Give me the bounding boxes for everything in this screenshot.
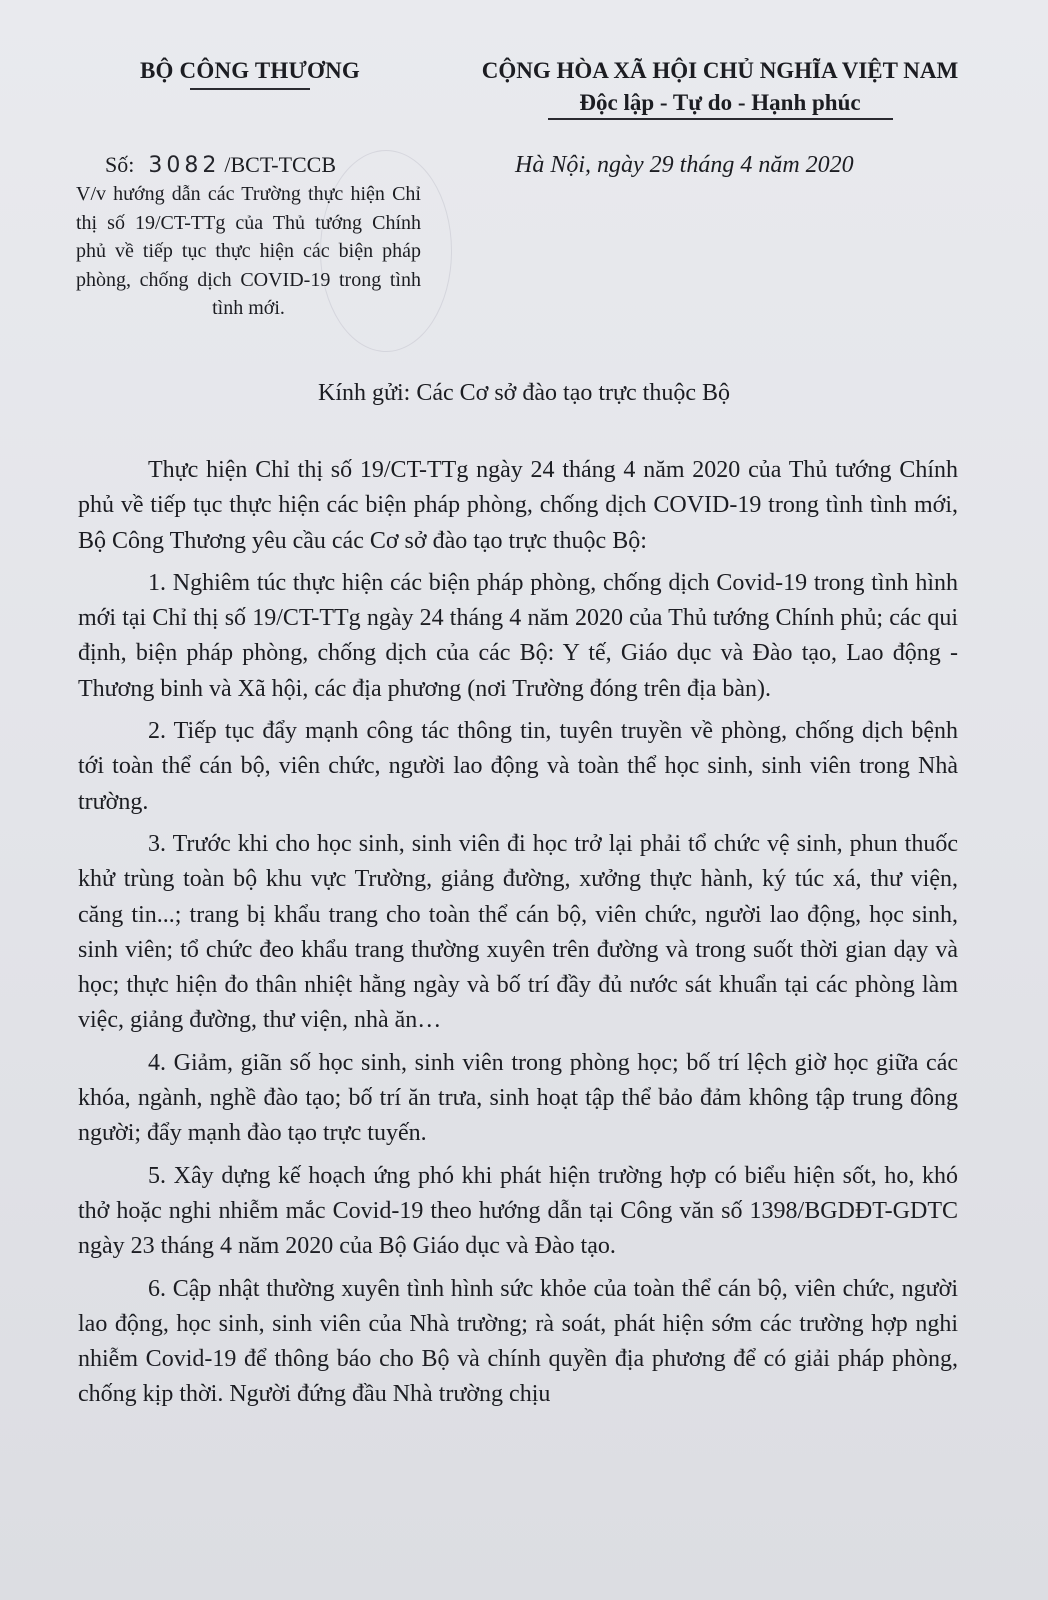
body-paragraph: 3. Trước khi cho học sinh, sinh viên đi học trở lại phải tổ chức vệ sinh, phun thuốc khử trùng toàn bộ khu vực Trường, giảng đường, xưởng thực hành, ký túc xá, thư viện, căng tin...; trang bị khẩu trang cho toàn thể cán bộ, viên chức, người lao động, học sinh, sinh viên; tổ chức đeo khẩu trang thường xuyên trên đường và trong suốt thời gian dạy và học; thực hiện đo thân nhiệt hằng ngày và bố trí đầy đủ nước sát khuẩn tại các phòng làm việc, giảng đường, thư viện, nhà ăn…: [78, 830, 958, 1034]
document-subject: V/v hướng dẫn các Trường thực hiện Chỉ thị số 19/CT-TTg của Thủ tướng Chính phủ về tiếp tục thực hiện các biện pháp phòng, chống dịch COVID-19 trong tình tình mới.: [76, 183, 421, 319]
issuing-agency: [110, 58, 390, 90]
body-paragraph: 6. Cập nhật thường xuyên tình hình sức khỏe của toàn thể cán bộ, viên chức, người lao động, học sinh, sinh viên của Nhà trường; rà soát, phát hiện sớm các trường hợp nghi nhiễm Covid-19 để thông báo cho Bộ và chính quyền địa phương để có giải pháp phòng, chống kịp thời. Người đứng đầu Nhà trường chịu: [78, 1275, 958, 1408]
document-header: [0, 58, 1048, 328]
body-paragraph: Thực hiện Chỉ thị số 19/CT-TTg ngày 24 tháng 4 năm 2020 của Thủ tướng Chính phủ về tiếp tục thực hiện các biện pháp phòng, chống dịch COVID-19 trong tình tình mới, Bộ Công Thương yêu cầu các Cơ sở đào tạo trực thuộc Bộ:: [78, 457, 958, 554]
doc-number-handwritten: 3082: [148, 153, 221, 178]
document-date: Hà Nội, ngày 29 tháng 4 năm 2020: [515, 152, 854, 178]
national-motto: [420, 58, 1020, 120]
document-number: [105, 152, 336, 178]
agency-underline: [190, 88, 310, 90]
body-paragraph: 1. Nghiêm túc thực hiện các biện pháp phòng, chống dịch Covid-19 trong tình hình mới tại Chỉ thị số 19/CT-TTg ngày 24 tháng 4 năm 2020 của Thủ tướng Chính phủ; các qui định, biện pháp phòng, chống dịch của các Bộ: Y tế, Giáo dục và Đào tạo, Lao động - Thương binh và Xã hội, các địa phương (nơi Trường đóng trên địa bàn).: [78, 569, 958, 702]
motto-underline: [548, 118, 893, 120]
doc-number-prefix: Số:: [105, 152, 135, 177]
body-paragraph: 4. Giảm, giãn số học sinh, sinh viên trong phòng học; bố trí lệch giờ học giữa các khóa, ngành, nghề đào tạo; bố trí ăn trưa, sinh hoạt tập thể bảo đảm không tập trung đông người; đẩy mạnh đào tạo trực tuyến.: [78, 1049, 958, 1147]
recipient-line: Kính gửi: Các Cơ sở đào tạo trực thuộc Bộ: [317, 380, 730, 406]
body-paragraph: 2. Tiếp tục đẩy mạnh công tác thông tin, tuyên truyền về phòng, chống dịch bệnh tới toàn thể cán bộ, viên chức, người lao động và toàn thể học sinh, sinh viên trong Nhà trường.: [78, 718, 958, 815]
document-body: [78, 453, 958, 1420]
nation-title: CỘNG HÒA XÃ HỘI CHỦ NGHĨA VIỆT NAM: [481, 58, 959, 83]
body-paragraph: 5. Xây dựng kế hoạch ứng phó khi phát hiện trường hợp có biểu hiện sốt, ho, khó thở hoặc nghi nhiễm mắc Covid-19 theo hướng dẫn tại Công văn số 1398/BGDĐT-GDTC ngày 23 tháng 4 năm 2020 của Bộ Giáo dục và Đào tạo.: [78, 1162, 958, 1260]
doc-number-suffix: /BCT-TCCB: [224, 152, 337, 177]
nation-motto: Độc lập - Tự do - Hạnh phúc: [579, 90, 861, 115]
agency-name: BỘ CÔNG THƯƠNG: [139, 58, 361, 83]
